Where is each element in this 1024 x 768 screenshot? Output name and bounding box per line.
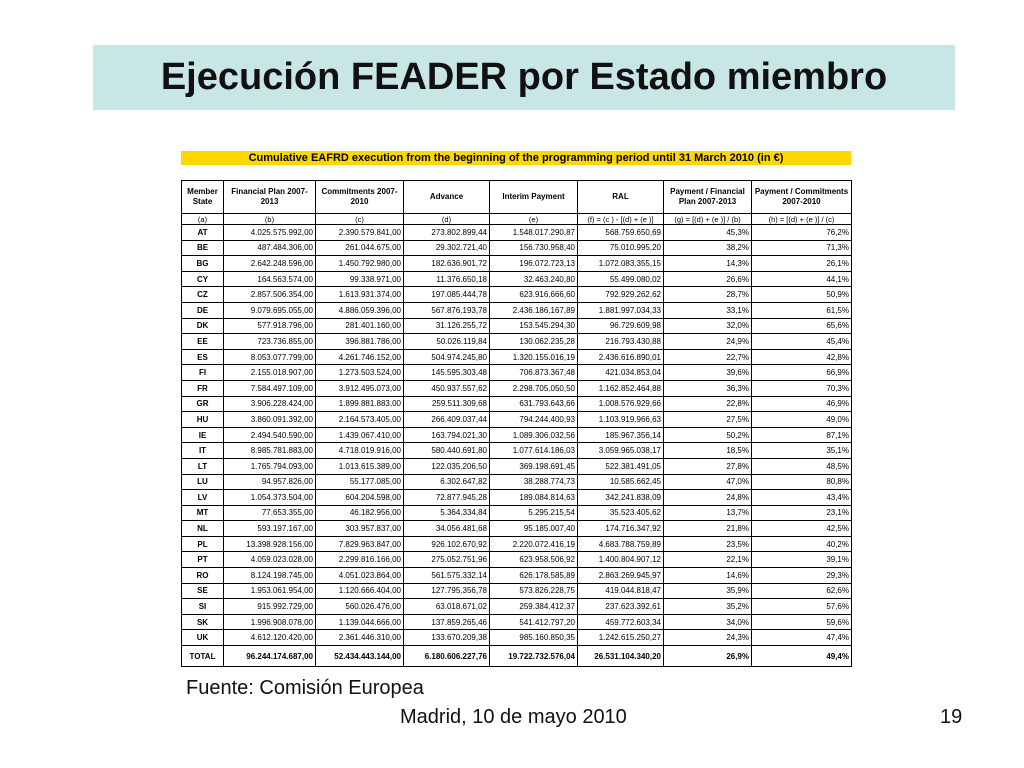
value-cell: 182.636.901,72 bbox=[404, 256, 490, 272]
value-cell: 2.298.705.050,50 bbox=[490, 380, 578, 396]
value-cell: 28,7% bbox=[664, 287, 752, 303]
value-cell: 99.338.971,00 bbox=[316, 271, 404, 287]
value-cell: 237.623.392,61 bbox=[578, 599, 664, 615]
member-state-cell: EE bbox=[182, 334, 224, 350]
member-state-cell: DK bbox=[182, 318, 224, 334]
eafrd-execution-table bbox=[181, 180, 852, 667]
value-cell: 26.531.104.340,20 bbox=[578, 646, 664, 667]
value-cell: 369.198.691,45 bbox=[490, 458, 578, 474]
value-cell: 273.802.899,44 bbox=[404, 225, 490, 241]
value-cell: 14,3% bbox=[664, 256, 752, 272]
value-cell: 196.072.723,13 bbox=[490, 256, 578, 272]
value-cell: 631.793.643,66 bbox=[490, 396, 578, 412]
value-cell: 33,1% bbox=[664, 302, 752, 318]
value-cell: 3.860.091.392,00 bbox=[224, 412, 316, 428]
value-cell: 487.484.306,00 bbox=[224, 240, 316, 256]
member-state-cell: MT bbox=[182, 505, 224, 521]
table-row bbox=[182, 349, 852, 365]
value-cell: 792.929.262,62 bbox=[578, 287, 664, 303]
member-state-cell: PT bbox=[182, 552, 224, 568]
value-cell: 7.584.497.109,00 bbox=[224, 380, 316, 396]
value-cell: 185.967.356,14 bbox=[578, 427, 664, 443]
value-cell: 96.729.609,98 bbox=[578, 318, 664, 334]
formula-cell: (h) = [(d) + (e )] / (c) bbox=[752, 214, 852, 225]
value-cell: 47,0% bbox=[664, 474, 752, 490]
value-cell: 50,9% bbox=[752, 287, 852, 303]
value-cell: 122.035.206,50 bbox=[404, 458, 490, 474]
value-cell: 396.881.786,00 bbox=[316, 334, 404, 350]
value-cell: 1.120.666.404,00 bbox=[316, 583, 404, 599]
value-cell: 24,8% bbox=[664, 490, 752, 506]
value-cell: 39,1% bbox=[752, 552, 852, 568]
value-cell: 35,1% bbox=[752, 443, 852, 459]
value-cell: 38,2% bbox=[664, 240, 752, 256]
value-cell: 174.716.347,92 bbox=[578, 521, 664, 537]
value-cell: 66,9% bbox=[752, 365, 852, 381]
value-cell: 626.178.585,89 bbox=[490, 568, 578, 584]
value-cell: 26,6% bbox=[664, 271, 752, 287]
value-cell: 4.886.059.396,00 bbox=[316, 302, 404, 318]
value-cell: 2.863.269.945,97 bbox=[578, 568, 664, 584]
value-cell: 13,7% bbox=[664, 505, 752, 521]
value-cell: 419.044.818,47 bbox=[578, 583, 664, 599]
value-cell: 24,3% bbox=[664, 630, 752, 646]
slide-title: Ejecución FEADER por Estado miembro bbox=[160, 56, 888, 98]
table-row bbox=[182, 225, 852, 241]
table-row bbox=[182, 240, 852, 256]
value-cell: 87,1% bbox=[752, 427, 852, 443]
value-cell: 29,3% bbox=[752, 568, 852, 584]
table-row bbox=[182, 536, 852, 552]
value-cell: 2.436.616.890,01 bbox=[578, 349, 664, 365]
header-commitments: Commitments 2007-2010 bbox=[316, 181, 404, 214]
member-state-cell: LT bbox=[182, 458, 224, 474]
value-cell: 1.765.794.093,00 bbox=[224, 458, 316, 474]
value-cell: 32.463.240,80 bbox=[490, 271, 578, 287]
value-cell: 504.974.245,80 bbox=[404, 349, 490, 365]
value-cell: 127.795.356,78 bbox=[404, 583, 490, 599]
value-cell: 45,4% bbox=[752, 334, 852, 350]
value-cell: 2.220.072.416,19 bbox=[490, 536, 578, 552]
value-cell: 2.494.540.590,00 bbox=[224, 427, 316, 443]
value-cell: 1.273.503.524,00 bbox=[316, 365, 404, 381]
table-row bbox=[182, 490, 852, 506]
value-cell: 22,7% bbox=[664, 349, 752, 365]
value-cell: 1.548.017.290,87 bbox=[490, 225, 578, 241]
value-cell: 1.089.306.032,56 bbox=[490, 427, 578, 443]
value-cell: 23,1% bbox=[752, 505, 852, 521]
member-state-cell: SE bbox=[182, 583, 224, 599]
value-cell: 2.155.018.907,00 bbox=[224, 365, 316, 381]
value-cell: 47,4% bbox=[752, 630, 852, 646]
value-cell: 164.563.574,00 bbox=[224, 271, 316, 287]
value-cell: 80,8% bbox=[752, 474, 852, 490]
value-cell: 163.794.021,30 bbox=[404, 427, 490, 443]
table-row bbox=[182, 365, 852, 381]
member-state-cell: AT bbox=[182, 225, 224, 241]
value-cell: 156.730.958,40 bbox=[490, 240, 578, 256]
value-cell: 55.177.085,00 bbox=[316, 474, 404, 490]
value-cell: 1.613.931.374,00 bbox=[316, 287, 404, 303]
member-state-cell: DE bbox=[182, 302, 224, 318]
value-cell: 459.772.603,34 bbox=[578, 614, 664, 630]
value-cell: 11.376.650,18 bbox=[404, 271, 490, 287]
value-cell: 1.103.919.966,63 bbox=[578, 412, 664, 428]
value-cell: 1.054.373.504,00 bbox=[224, 490, 316, 506]
value-cell: 4.683.788.759,89 bbox=[578, 536, 664, 552]
value-cell: 706.873.367,48 bbox=[490, 365, 578, 381]
value-cell: 3.059.965.038,17 bbox=[578, 443, 664, 459]
value-cell: 26,9% bbox=[664, 646, 752, 667]
value-cell: 52.434.443.144,00 bbox=[316, 646, 404, 667]
member-state-cell: FI bbox=[182, 365, 224, 381]
value-cell: 61,5% bbox=[752, 302, 852, 318]
value-cell: 561.575.332,14 bbox=[404, 568, 490, 584]
table-row bbox=[182, 427, 852, 443]
table-row bbox=[182, 287, 852, 303]
value-cell: 43,4% bbox=[752, 490, 852, 506]
value-cell: 21,8% bbox=[664, 521, 752, 537]
value-cell: 189.084.814,63 bbox=[490, 490, 578, 506]
value-cell: 1.320.155.016,19 bbox=[490, 349, 578, 365]
value-cell: 34,0% bbox=[664, 614, 752, 630]
value-cell: 24,9% bbox=[664, 334, 752, 350]
member-state-cell: TOTAL bbox=[182, 646, 224, 667]
value-cell: 7.829.963.847,00 bbox=[316, 536, 404, 552]
member-state-cell: UK bbox=[182, 630, 224, 646]
value-cell: 1.996.908.078,00 bbox=[224, 614, 316, 630]
member-state-cell: NL bbox=[182, 521, 224, 537]
table-row bbox=[182, 583, 852, 599]
table-row bbox=[182, 380, 852, 396]
value-cell: 42,8% bbox=[752, 349, 852, 365]
value-cell: 1.899.881.883,00 bbox=[316, 396, 404, 412]
header-payment-financial-plan: Payment / Financial Plan 2007-2013 bbox=[664, 181, 752, 214]
value-cell: 1.072.083.355,15 bbox=[578, 256, 664, 272]
value-cell: 2.857.506.354,00 bbox=[224, 287, 316, 303]
value-cell: 593.197.167,00 bbox=[224, 521, 316, 537]
header-financial-plan: Financial Plan 2007-2013 bbox=[224, 181, 316, 214]
header-interim-payment: Interim Payment bbox=[490, 181, 578, 214]
value-cell: 4.612.120.420,00 bbox=[224, 630, 316, 646]
table-caption: Cumulative EAFRD execution from the beginning of the programming period until 31 March 2010 (in €) bbox=[181, 151, 851, 165]
value-cell: 4.025.575.992,00 bbox=[224, 225, 316, 241]
table-header-row bbox=[182, 181, 852, 214]
table-row bbox=[182, 396, 852, 412]
value-cell: 137.859.265,46 bbox=[404, 614, 490, 630]
value-cell: 259.384.412,37 bbox=[490, 599, 578, 615]
value-cell: 94.957.826,00 bbox=[224, 474, 316, 490]
footer-date: Madrid, 10 de mayo 2010 bbox=[400, 706, 627, 728]
value-cell: 29.302.721,40 bbox=[404, 240, 490, 256]
value-cell: 55.499.080,02 bbox=[578, 271, 664, 287]
value-cell: 10.585.662,45 bbox=[578, 474, 664, 490]
value-cell: 9.079.695.055,00 bbox=[224, 302, 316, 318]
member-state-cell: PL bbox=[182, 536, 224, 552]
table-row bbox=[182, 505, 852, 521]
table-row bbox=[182, 521, 852, 537]
value-cell: 723.736.855,00 bbox=[224, 334, 316, 350]
value-cell: 63.018.671,02 bbox=[404, 599, 490, 615]
value-cell: 36,3% bbox=[664, 380, 752, 396]
value-cell: 3.906.228.424,00 bbox=[224, 396, 316, 412]
value-cell: 2.436.186.167,89 bbox=[490, 302, 578, 318]
source-note: Fuente: Comisión Europea bbox=[186, 677, 424, 699]
value-cell: 133.670.209,38 bbox=[404, 630, 490, 646]
value-cell: 342.241.838,09 bbox=[578, 490, 664, 506]
value-cell: 4.051.023.864,00 bbox=[316, 568, 404, 584]
value-cell: 560.026.476,00 bbox=[316, 599, 404, 615]
value-cell: 22,8% bbox=[664, 396, 752, 412]
value-cell: 50.026.119,84 bbox=[404, 334, 490, 350]
table-row bbox=[182, 412, 852, 428]
value-cell: 42,5% bbox=[752, 521, 852, 537]
value-cell: 46,9% bbox=[752, 396, 852, 412]
value-cell: 145.595.303,48 bbox=[404, 365, 490, 381]
value-cell: 2.299.816.166,00 bbox=[316, 552, 404, 568]
member-state-cell: FR bbox=[182, 380, 224, 396]
value-cell: 6.180.606.227,76 bbox=[404, 646, 490, 667]
table-row bbox=[182, 302, 852, 318]
value-cell: 541.412.797,20 bbox=[490, 614, 578, 630]
value-cell: 1.242.615.250,27 bbox=[578, 630, 664, 646]
value-cell: 23,5% bbox=[664, 536, 752, 552]
table-body bbox=[182, 214, 852, 667]
value-cell: 3.912.495.073,00 bbox=[316, 380, 404, 396]
value-cell: 1.439.067.410,00 bbox=[316, 427, 404, 443]
value-cell: 915.992.729,00 bbox=[224, 599, 316, 615]
member-state-cell: GR bbox=[182, 396, 224, 412]
member-state-cell: BG bbox=[182, 256, 224, 272]
value-cell: 22,1% bbox=[664, 552, 752, 568]
value-cell: 1.162.852.464,88 bbox=[578, 380, 664, 396]
value-cell: 35,9% bbox=[664, 583, 752, 599]
value-cell: 568.759.650,69 bbox=[578, 225, 664, 241]
value-cell: 18,5% bbox=[664, 443, 752, 459]
value-cell: 2.361.446.310,00 bbox=[316, 630, 404, 646]
table-row bbox=[182, 474, 852, 490]
formula-cell: (d) bbox=[404, 214, 490, 225]
value-cell: 567.876.193,78 bbox=[404, 302, 490, 318]
member-state-cell: CY bbox=[182, 271, 224, 287]
value-cell: 32,0% bbox=[664, 318, 752, 334]
value-cell: 95.185.007,40 bbox=[490, 521, 578, 537]
value-cell: 1.139.044.666,00 bbox=[316, 614, 404, 630]
value-cell: 39,6% bbox=[664, 365, 752, 381]
member-state-cell: IT bbox=[182, 443, 224, 459]
table-row bbox=[182, 614, 852, 630]
value-cell: 44,1% bbox=[752, 271, 852, 287]
value-cell: 623.916.666,60 bbox=[490, 287, 578, 303]
value-cell: 48,5% bbox=[752, 458, 852, 474]
value-cell: 303.957.837,00 bbox=[316, 521, 404, 537]
header-payment-commitments: Payment / Commitments 2007-2010 bbox=[752, 181, 852, 214]
value-cell: 1.013.615.389,00 bbox=[316, 458, 404, 474]
value-cell: 281.401.160,00 bbox=[316, 318, 404, 334]
value-cell: 1.008.576.929,66 bbox=[578, 396, 664, 412]
value-cell: 130.062.235,28 bbox=[490, 334, 578, 350]
value-cell: 926.102.670,92 bbox=[404, 536, 490, 552]
value-cell: 72.877.945,28 bbox=[404, 490, 490, 506]
value-cell: 8.985.781.883,00 bbox=[224, 443, 316, 459]
value-cell: 5.364.334,84 bbox=[404, 505, 490, 521]
value-cell: 577.918.796,00 bbox=[224, 318, 316, 334]
value-cell: 59,6% bbox=[752, 614, 852, 630]
table-row bbox=[182, 334, 852, 350]
value-cell: 985.160.850,35 bbox=[490, 630, 578, 646]
table-row bbox=[182, 630, 852, 646]
member-state-cell: LV bbox=[182, 490, 224, 506]
value-cell: 31.126.255,72 bbox=[404, 318, 490, 334]
value-cell: 62,6% bbox=[752, 583, 852, 599]
table-row bbox=[182, 458, 852, 474]
formula-cell: (b) bbox=[224, 214, 316, 225]
table-row bbox=[182, 271, 852, 287]
value-cell: 266.409.037,44 bbox=[404, 412, 490, 428]
value-cell: 50,2% bbox=[664, 427, 752, 443]
value-cell: 259.511.309,68 bbox=[404, 396, 490, 412]
value-cell: 35.523.405,62 bbox=[578, 505, 664, 521]
title-band bbox=[93, 45, 955, 110]
header-ral: RAL bbox=[578, 181, 664, 214]
member-state-cell: CZ bbox=[182, 287, 224, 303]
page-number: 19 bbox=[940, 706, 963, 728]
header-advance: Advance bbox=[404, 181, 490, 214]
value-cell: 45,3% bbox=[664, 225, 752, 241]
value-cell: 261.044.675,00 bbox=[316, 240, 404, 256]
value-cell: 197.085.444,78 bbox=[404, 287, 490, 303]
value-cell: 76,2% bbox=[752, 225, 852, 241]
value-cell: 8.124.198.745,00 bbox=[224, 568, 316, 584]
value-cell: 65,6% bbox=[752, 318, 852, 334]
member-state-cell: SI bbox=[182, 599, 224, 615]
value-cell: 4.261.746.152,00 bbox=[316, 349, 404, 365]
value-cell: 2.390.579.841,00 bbox=[316, 225, 404, 241]
formula-cell: (f) = (c ) - [(d) + (e )] bbox=[578, 214, 664, 225]
formula-cell: (e) bbox=[490, 214, 578, 225]
value-cell: 794.244.400,93 bbox=[490, 412, 578, 428]
value-cell: 77.653.355,00 bbox=[224, 505, 316, 521]
value-cell: 421.034.853,04 bbox=[578, 365, 664, 381]
value-cell: 14,6% bbox=[664, 568, 752, 584]
value-cell: 96.244.174.687,00 bbox=[224, 646, 316, 667]
member-state-cell: LU bbox=[182, 474, 224, 490]
value-cell: 40,2% bbox=[752, 536, 852, 552]
value-cell: 1.077.614.186,03 bbox=[490, 443, 578, 459]
value-cell: 13.398.928.156,00 bbox=[224, 536, 316, 552]
table-row bbox=[182, 256, 852, 272]
value-cell: 8.053.077.799,00 bbox=[224, 349, 316, 365]
member-state-cell: SK bbox=[182, 614, 224, 630]
member-state-cell: HU bbox=[182, 412, 224, 428]
value-cell: 57,6% bbox=[752, 599, 852, 615]
value-cell: 4.718.019.916,00 bbox=[316, 443, 404, 459]
formula-cell: (a) bbox=[182, 214, 224, 225]
value-cell: 26,1% bbox=[752, 256, 852, 272]
value-cell: 275.052.751,96 bbox=[404, 552, 490, 568]
header-member-state: Member State bbox=[182, 181, 224, 214]
value-cell: 5.295.215,54 bbox=[490, 505, 578, 521]
table-row bbox=[182, 552, 852, 568]
member-state-cell: IE bbox=[182, 427, 224, 443]
value-cell: 49,0% bbox=[752, 412, 852, 428]
formula-cell: (c) bbox=[316, 214, 404, 225]
member-state-cell: BE bbox=[182, 240, 224, 256]
value-cell: 623.958.506,92 bbox=[490, 552, 578, 568]
value-cell: 38.288.774,73 bbox=[490, 474, 578, 490]
formula-row bbox=[182, 214, 852, 225]
value-cell: 1.953.061.954,00 bbox=[224, 583, 316, 599]
value-cell: 573.826.228,75 bbox=[490, 583, 578, 599]
value-cell: 2.164.573.405,00 bbox=[316, 412, 404, 428]
value-cell: 71,3% bbox=[752, 240, 852, 256]
table-row bbox=[182, 568, 852, 584]
value-cell: 1.400.804.907,12 bbox=[578, 552, 664, 568]
value-cell: 19.722.732.576,04 bbox=[490, 646, 578, 667]
value-cell: 1.450.792.980,00 bbox=[316, 256, 404, 272]
value-cell: 27,8% bbox=[664, 458, 752, 474]
total-row bbox=[182, 646, 852, 667]
member-state-cell: ES bbox=[182, 349, 224, 365]
value-cell: 6.302.647,82 bbox=[404, 474, 490, 490]
value-cell: 49,4% bbox=[752, 646, 852, 667]
member-state-cell: RO bbox=[182, 568, 224, 584]
value-cell: 35,2% bbox=[664, 599, 752, 615]
table-row bbox=[182, 443, 852, 459]
value-cell: 604.204.598,00 bbox=[316, 490, 404, 506]
value-cell: 522.381.491,05 bbox=[578, 458, 664, 474]
value-cell: 27,5% bbox=[664, 412, 752, 428]
value-cell: 450.937.557,62 bbox=[404, 380, 490, 396]
value-cell: 2.642.248.596,00 bbox=[224, 256, 316, 272]
value-cell: 216.793.430,88 bbox=[578, 334, 664, 350]
value-cell: 153.545.294,30 bbox=[490, 318, 578, 334]
value-cell: 75.010.995,20 bbox=[578, 240, 664, 256]
value-cell: 34.056.481,68 bbox=[404, 521, 490, 537]
table-row bbox=[182, 599, 852, 615]
formula-cell: (g) = [(d) + (e )] / (b) bbox=[664, 214, 752, 225]
value-cell: 4.059.023.028,00 bbox=[224, 552, 316, 568]
value-cell: 70,3% bbox=[752, 380, 852, 396]
value-cell: 1.881.997.034,33 bbox=[578, 302, 664, 318]
value-cell: 46.182.956,00 bbox=[316, 505, 404, 521]
value-cell: 580.440.691,80 bbox=[404, 443, 490, 459]
table-row bbox=[182, 318, 852, 334]
